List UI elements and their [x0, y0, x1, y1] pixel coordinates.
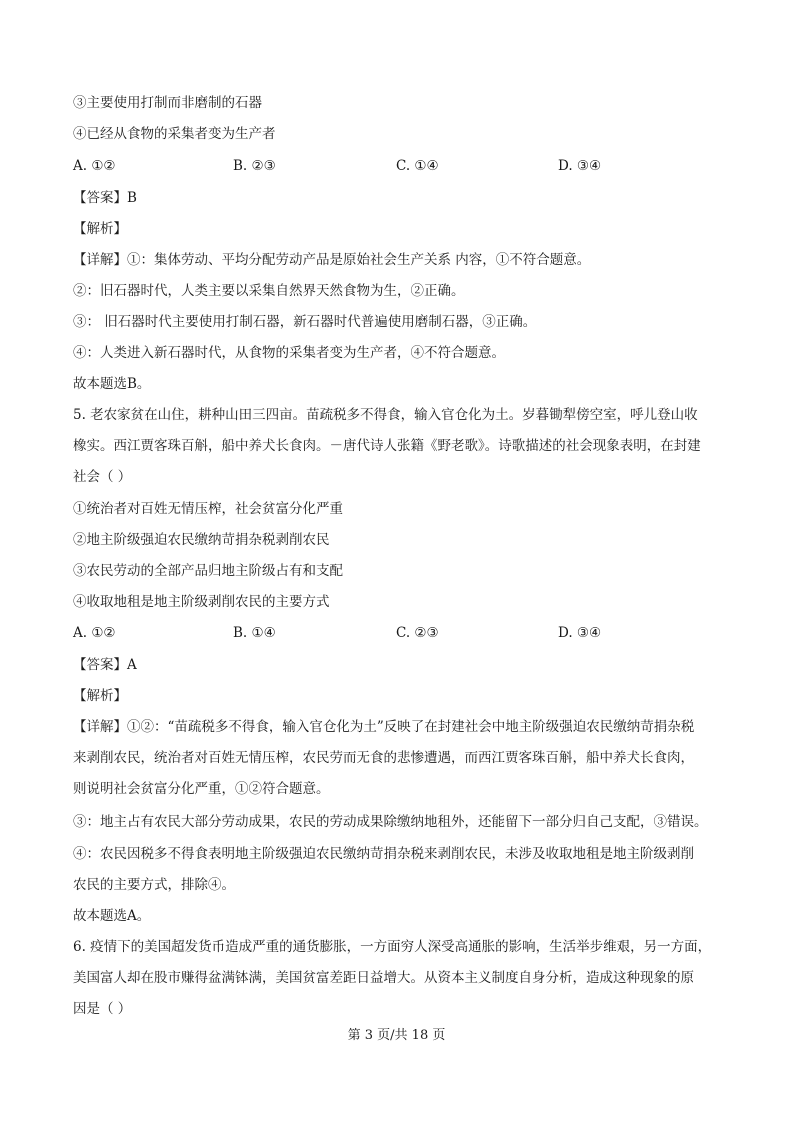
analysis-label: 【解析】	[73, 221, 127, 237]
detail-text: 则说明社会贫富分化严重，①②符合题意。	[73, 781, 330, 797]
question-5-text: 橡实。西江贾客珠百斛，船中养犬长食肉。－唐代诗人张籍《野老歌》。诗歌描述的社会现象表明，在封建	[73, 438, 701, 454]
question-6-text: 美国富人却在股市赚得盆满钵满，美国贫富差距日益增大。从资本主义制度自身分析，造成这种现象的原	[73, 970, 694, 986]
answer-label: 【答案】B	[73, 190, 137, 206]
detail-text: ②：旧石器时代，人类主要以采集自然界天然食物为生，②正确。	[73, 283, 465, 299]
choice-b: B. ①④	[233, 625, 276, 641]
option-statement-4: ④收取地租是地主阶级剥削农民的主要方式	[73, 594, 330, 610]
question-5-text: 社会（ ）	[73, 469, 132, 485]
detail-text: 农民的主要方式，排除④。	[73, 877, 235, 893]
choice-d: D. ③④	[558, 158, 602, 174]
option-statement-4: ④已经从食物的采集者变为生产者	[73, 126, 276, 142]
option-statement-2: ②地主阶级强迫农民缴纳苛捐杂税剥削农民	[73, 532, 330, 548]
conclusion-text: 故本题选A。	[73, 908, 151, 924]
detail-text: 来剥削农民，统治者对百姓无情压榨，农民劳而无食的悲惨遭遇，而西江贾客珠百斛，船中养犬长食肉，	[73, 750, 694, 766]
choice-c: C. ②③	[396, 625, 439, 641]
detail-text: ④：农民因税多不得食表明地主阶级强迫农民缴纳苛捐杂税来剥削农民，未涉及收取地租是地主阶级剥削	[73, 846, 694, 862]
choice-a: A. ①②	[73, 625, 116, 641]
question-5-text: 5. 老农家贫在山住，耕种山田三四亩。苗疏税多不得食，输入官仓化为土。岁暮锄犁傍空室，呼儿登山收	[73, 407, 698, 423]
question-6-text: 6. 疫情下的美国超发货币造成严重的通货膨胀，一方面穷人深受高通胀的影响，生活举步维艰，另一方面，	[73, 939, 712, 955]
choice-c: C. ①④	[396, 158, 439, 174]
answer-label: 【答案】A	[73, 657, 137, 673]
page-footer: 第 3 页/共 18 页	[347, 1028, 446, 1043]
choice-a: A. ①②	[73, 158, 116, 174]
detail-text: 【详解】①②：“苗疏税多不得食，输入官仓化为土”反映了在封建社会中地主阶级强迫农民缴纳苛捐杂税	[73, 719, 695, 735]
choice-b: B. ②③	[233, 158, 276, 174]
option-statement-3: ③主要使用打制而非磨制的石器	[73, 95, 262, 111]
choices-q5	[73, 624, 713, 642]
analysis-label: 【解析】	[73, 688, 127, 704]
detail-text: ③：地主占有农民大部分劳动成果，农民的劳动成果除缴纳地租外，还能留下一部分归自己支配，③错误。	[73, 814, 708, 830]
conclusion-text: 故本题选B。	[73, 376, 151, 392]
detail-text: ④：人类进入新石器时代，从食物的采集者变为生产者，④不符合题意。	[73, 345, 505, 361]
choices-q4	[73, 157, 713, 175]
option-statement-1: ①统治者对百姓无情压榨，社会贫富分化严重	[73, 501, 343, 517]
detail-text: 【详解】①：集体劳动、平均分配劳动产品是原始社会生产关系 内容，①不符合题意。	[73, 252, 591, 268]
option-statement-3: ③农民劳动的全部产品归地主阶级占有和支配	[73, 563, 343, 579]
detail-text: ③： 旧石器时代主要使用打制石器，新石器时代普遍使用磨制石器，③正确。	[73, 314, 537, 330]
question-6-text: 因是（ ）	[73, 1001, 132, 1017]
choice-d: D. ③④	[558, 625, 602, 641]
